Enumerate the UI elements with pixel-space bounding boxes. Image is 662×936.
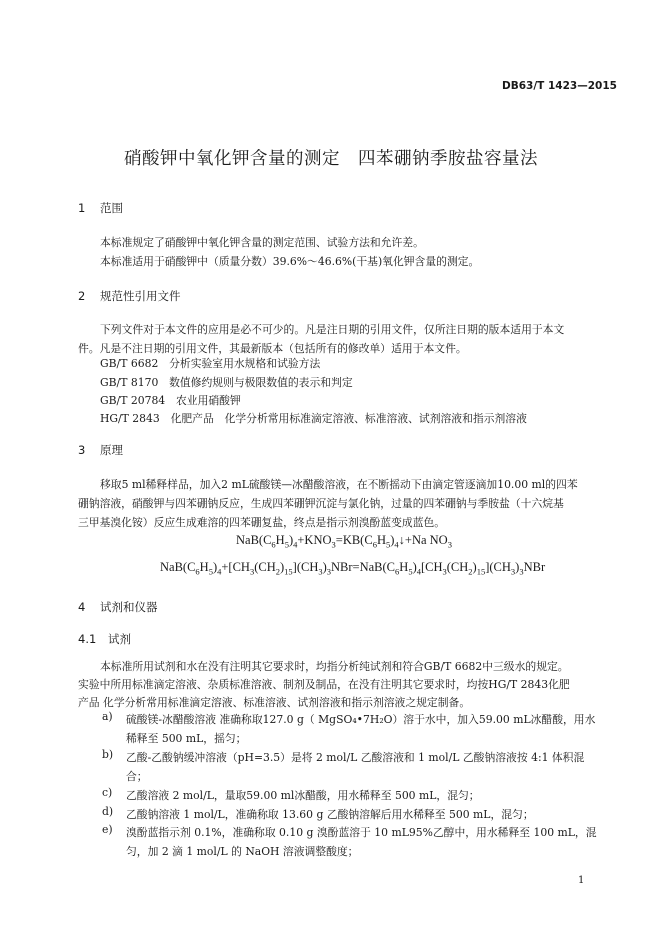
paragraph: 本标准适用于硝酸钾中（质量分数）39.6%～46.6%(干基)氧化钾含量的测定。 [100,255,480,268]
section-1-heading [78,200,123,216]
section-title: 规范性引用文件 [100,289,181,303]
list-label: b) [102,748,114,761]
list-text: 硫酸镁-冰醋酸溶液 准确称取127.0 g（ MgSO₄•7H₂O）溶于水中，加入59.00 mL冰醋酸，用水稀释至 500 mL，摇匀； [126,713,596,745]
section-title: 范围 [100,201,123,215]
page-number: 1 [578,875,585,886]
list-text: 乙酸溶液 2 mol/L，量取59.00 ml冰醋酸，用水稀释至 500 mL，混匀； [126,789,480,802]
list-text: 溴酚蓝指示剂 0.1%，准确称取 0.10 g 溴酚蓝溶于 10 mL95%乙醇中，用水稀释至 100 mL，混匀，加 2 滴 1 mol/L 的 NaOH 溶液调整酸度； [126,826,597,858]
section-title: 试剂和仪器 [100,600,158,614]
paragraph: 本标准规定了硝酸钾中氧化钾含量的测定范围、试验方法和允许差。 [100,236,424,249]
section-title: 原理 [100,443,123,457]
reference-item: GB/T 20784 农业用硝酸钾 [100,394,241,407]
reference-item: GB/T 6682 分析实验室用水规格和试验方法 [100,357,321,370]
paragraph-line: 产品 化学分析常用标准滴定溶液、标准溶液、试剂溶液和指示剂溶液之规定制备。 [78,696,471,709]
subsection-4-1-heading [78,631,131,647]
reference-item: HG/T 2843 化肥产品 化学分析常用标准滴定溶液、标准溶液、试剂溶液和指示剂溶液 [100,412,527,425]
standard-number: DB63/T 1423—2015 [502,80,617,92]
reaction-equation-1: $NaB(C_6H_5)_4+KNO_3=KB(C_6H_5)_4↓+Na$ $NO_3$ [236,533,452,550]
section-number: 4 [78,600,86,614]
section-number: 1 [78,201,86,215]
subsection-title: 试剂 [108,632,131,646]
paragraph-line: 硼钠溶液，硝酸钾与四苯硼钠反应，生成四苯硼钾沉淀与氯化钠，过量的四苯硼钠与季胺盐（十六烷基 [78,497,564,510]
list-label: c) [102,786,113,799]
section-3-heading [78,442,123,458]
paragraph-line: 移取5 ml稀释样品，加入2 mL硫酸镁—冰醋酸溶液，在不断摇动下由滴定管逐滴加10.00 ml的四苯 [100,478,578,491]
paragraph-line: 本标准所用试剂和水在没有注明其它要求时，均指分析纯试剂和符合GB/T 6682中三级水的规定。 [100,660,569,673]
list-text: 乙酸-乙酸钠缓冲溶液（pH=3.5）是将 2 mol/L 乙酸溶液和 1 mol/L 乙酸钠溶液按 4:1 体积混合； [126,751,585,783]
list-label: e) [102,823,113,836]
list-label: d) [102,805,114,818]
list-label: a) [102,710,113,723]
reference-item: GB/T 8170 数值修约规则与极限数值的表示和判定 [100,376,353,389]
paragraph-line: 实验中所用标准滴定溶液、杂质标准溶液、制剂及制品，在没有注明其它要求时，均按HG/T 2843化肥 [78,678,570,691]
section-2-heading [78,288,181,304]
section-number: 3 [78,443,86,457]
list-text: 乙酸钠溶液 1 mol/L，准确称取 13.60 g 乙酸钠溶解后用水稀释至 500 mL，混匀； [126,808,534,821]
section-number: 2 [78,289,86,303]
section-4-heading [78,599,158,615]
reaction-equation-2: $NaB(C_6H_5)_4+[CH_3(CH_2)_{15}](CH_3)_3NBr=NaB(C_6H_5)_4[CH_3(CH_2)_{15}](CH_3)_3NBr$ [160,560,546,577]
document-title: 硝酸钾中氧化钾含量的测定 四苯硼钠季胺盐容量法 [124,149,538,169]
paragraph-line: 下列文件对于本文件的应用是必不可少的。凡是注日期的引用文件，仅所注日期的版本适用于本文 [100,323,565,336]
subsection-number: 4.1 [78,632,97,646]
paragraph-line: 三甲基溴化铵）反应生成难溶的四苯硼复盐，终点是指示剂溴酚蓝变成蓝色。 [78,516,446,529]
paragraph-line: 件。凡是不注日期的引用文件，其最新版本（包括所有的修改单）适用于本文件。 [78,342,467,355]
